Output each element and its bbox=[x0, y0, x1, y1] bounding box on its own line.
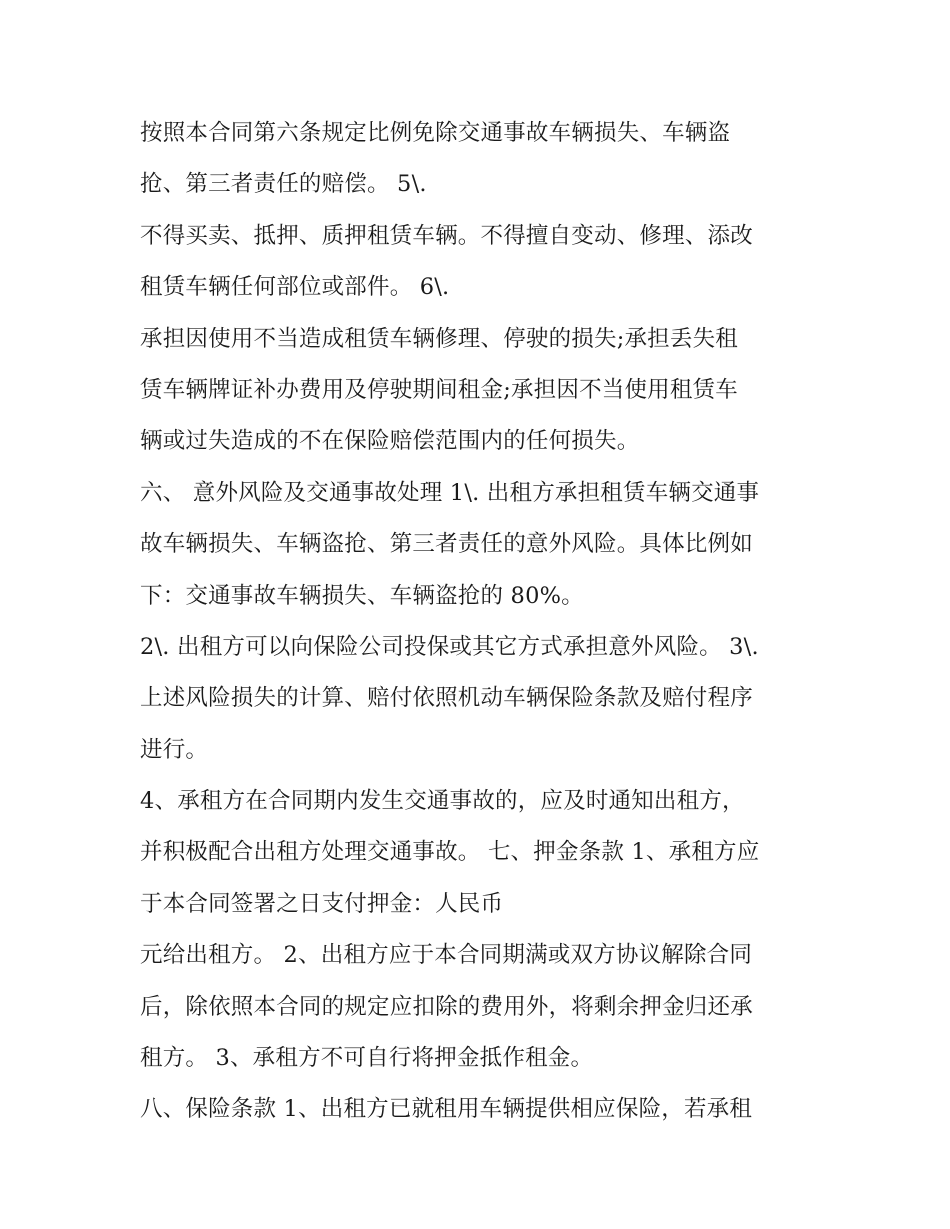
text-line: 下：交通事故车辆损失、车辆盗抢的 80%。 bbox=[140, 582, 584, 609]
text-line: 按照本合同第六条规定比例免除交通事故车辆损失、车辆盗 bbox=[140, 120, 731, 146]
text-line: 租方。 3、承租方不可自行将押金抵作租金。 bbox=[140, 1045, 594, 1072]
text-line: 承担因使用不当造成租赁车辆修理、停驶的损失;承担丢失租 bbox=[140, 325, 738, 352]
text-line: 八、保险条款 1、出租方已就租用车辆提供相应保险，若承租 bbox=[140, 1096, 753, 1123]
document-page bbox=[140, 108, 820, 1136]
text-line: 抢、第三者责任的赔偿。 5\. bbox=[140, 171, 427, 198]
text-line: 并积极配合出租方处理交通事故。 七、押金条款 1、承租方应 bbox=[140, 839, 760, 866]
text-line: 于本合同签署之日支付押金：人民币 bbox=[140, 890, 504, 917]
text-line: 赁车辆牌证补办费用及停驶期间租金;承担因不当使用租赁车 bbox=[140, 376, 738, 403]
text-line: 故车辆损失、车辆盗抢、第三者责任的意外风险。具体比例如 bbox=[140, 531, 753, 558]
text-line: 4、承租方在合同期内发生交通事故的，应及时通知出租方， bbox=[140, 788, 745, 815]
text-line: 租赁车辆任何部位或部件。 6\. bbox=[140, 274, 450, 301]
text-line: 六、 意外风险及交通事故处理 1\. 出租方承担租赁车辆交通事 bbox=[140, 479, 760, 506]
text-line: 元给出租方。 2、出租方应于本合同期满或双方协议解除合同 bbox=[140, 942, 753, 969]
text-line: 进行。 bbox=[140, 736, 209, 763]
text-line: 上述风险损失的计算、赔付依照机动车辆保险条款及赔付程序 bbox=[140, 685, 753, 712]
text-line: 不得买卖、抵押、质押租赁车辆。不得擅自变动、修理、添改 bbox=[140, 222, 753, 249]
text-line: 辆或过失造成的不在保险赔偿范围内的任何损失。 bbox=[140, 428, 640, 455]
text-line: 2\. 出租方可以向保险公司投保或其它方式承担意外风险。 3\. bbox=[140, 633, 759, 660]
text-line: 后，除依照本合同的规定应扣除的费用外，将剩余押金归还承 bbox=[140, 993, 753, 1020]
